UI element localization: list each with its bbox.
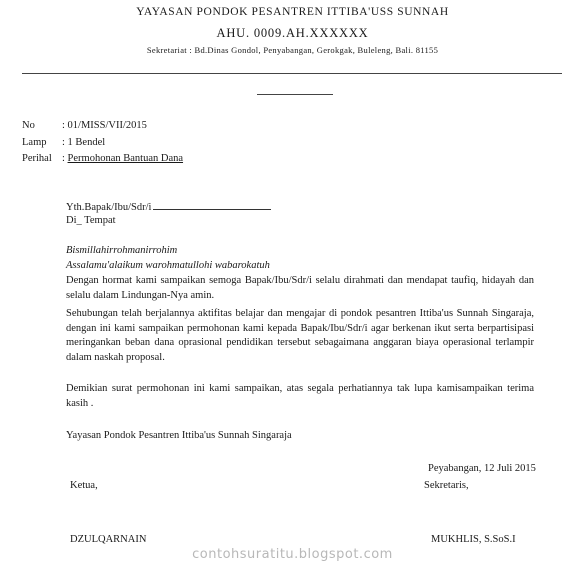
- closing-org-line: Yayasan Pondok Pesantren Ittiba'us Sunnah Singaraja: [66, 430, 292, 441]
- watermark-text: contohsuratitu.blogspot.com: [192, 547, 393, 562]
- header-divider-short: [257, 94, 333, 95]
- perihal-label: Perihal: [22, 153, 52, 164]
- secretary-name: MUKHLIS, S.SoS.I: [431, 534, 516, 545]
- perihal-field: [62, 153, 183, 164]
- no-value: : 01/MISS/VII/2015: [62, 120, 147, 131]
- perihal-colon: :: [62, 153, 68, 164]
- paragraph-opening: Dengan hormat kami sampaikan semoga Bapak/Ibu/Sdr/i selalu dirahmati dan mendapat taufiq, hidayah dan selalu dalam Lindungan-Nya amin.: [66, 275, 534, 301]
- org-name: YAYASAN PONDOK PESANTREN ITTIBA'USS SUNNAH: [136, 6, 449, 18]
- salam: Assalamu'alaikum warohmatullohi wabarokatuh: [66, 260, 270, 271]
- recipient-salutation: Yth.Bapak/Ibu/Sdr/i: [66, 202, 152, 213]
- recipient-blank-line: [153, 200, 271, 210]
- recipient-place: Di_ Tempat: [66, 215, 116, 226]
- lamp-label: Lamp: [22, 137, 47, 148]
- secretary-title: Sekretaris,: [424, 480, 469, 491]
- place-date: Peyabangan, 12 Juli 2015: [428, 463, 536, 474]
- chairman-title: Ketua,: [70, 480, 98, 491]
- no-label: No: [22, 120, 35, 131]
- lamp-value: : 1 Bendel: [62, 137, 106, 148]
- header-divider: [22, 73, 562, 74]
- secretariat-address: Sekretariat : Bd.Dinas Gondol, Penyabangan, Gerokgak, Buleleng, Bali. 81155: [146, 45, 439, 55]
- chairman-name: DZULQARNAIN: [70, 534, 147, 545]
- perihal-value: Permohonan Bantuan Dana: [67, 153, 184, 164]
- registration-number: AHU. 0009.AH.XXXXXX: [216, 26, 369, 40]
- basmalah: Bismillahirrohmanirrohim: [66, 245, 178, 256]
- paragraph-closing: Demikian surat permohonan ini kami sampaikan, atas segala perhatiannya tak lupa kamisampaikan terima kasih .: [66, 383, 534, 409]
- paragraph-request: Sehubungan telah berjalannya aktifitas belajar dan mengajar di pondok pesantren Ittiba'us Sunnah Singaraja, dengan ini kami sampaikan permohonan kami kepada Bapak/Ibu/Sdr/i agar berkenan ikut serta berpartisipasi meringankan beban dana oprasional pendidikan tersebut sebagaimana anggaran biaya operasional terlampir dalam naskah proposal.: [66, 308, 534, 363]
